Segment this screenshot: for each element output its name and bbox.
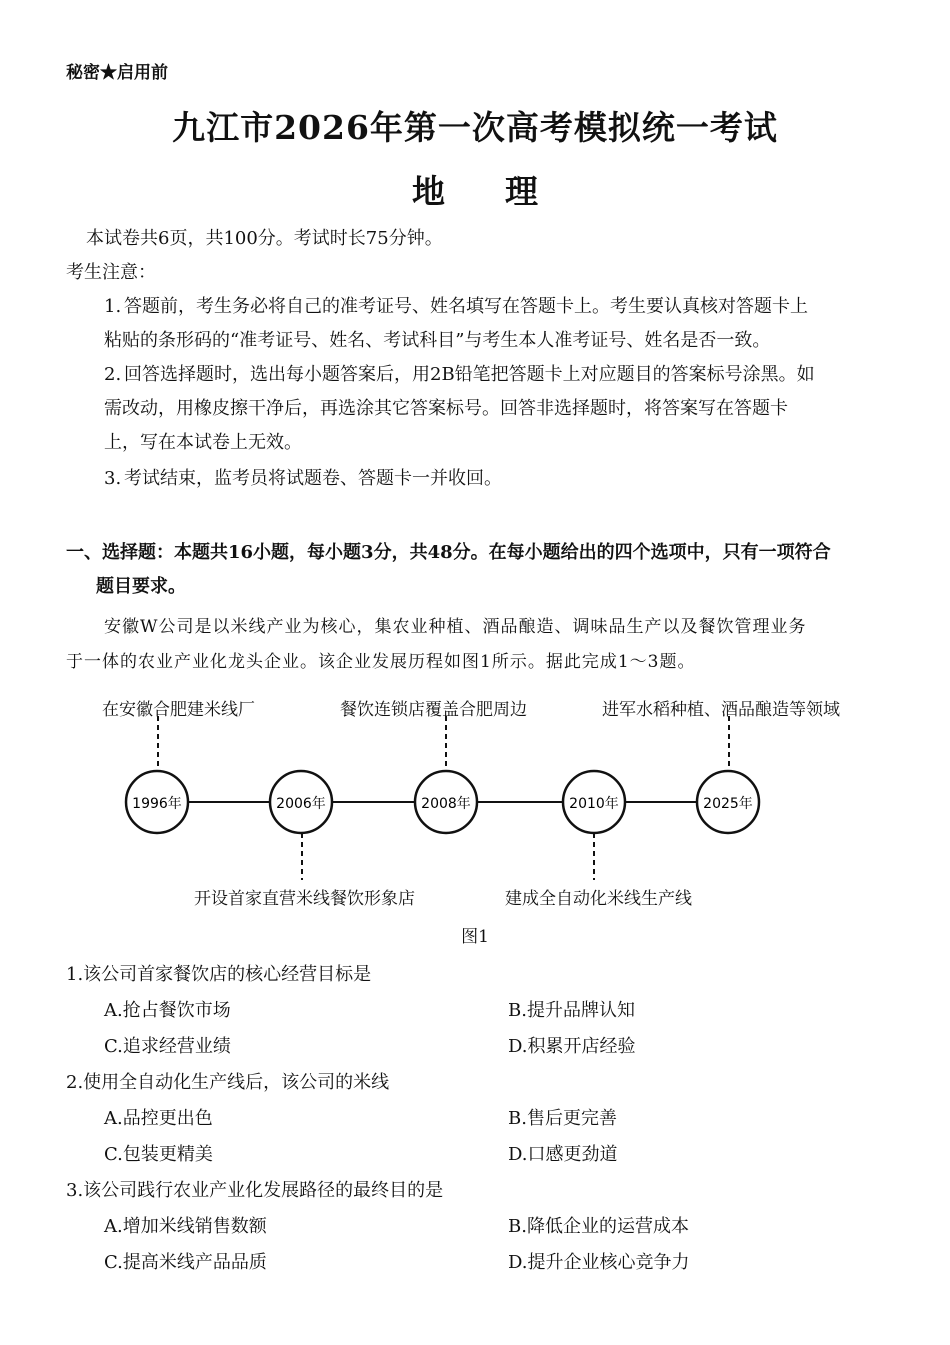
question-3-option-d: D.提升企业核心竞争力 xyxy=(508,1252,690,1273)
question-1-option-d: D.积累开店经验 xyxy=(508,1036,636,1057)
question-2-option-b: B.售后更完善 xyxy=(508,1108,617,1129)
timeline-top-label-2008: 餐饮连锁店覆盖合肥周边 xyxy=(340,700,527,720)
material-paragraph-line2: 于一体的农业产业化龙头企业。该企业发展历程如图1所示。据此完成1～3题。 xyxy=(66,652,696,672)
question-2-option-c: C.包装更精美 xyxy=(104,1144,213,1165)
question-3-option-b: B.降低企业的运营成本 xyxy=(508,1216,689,1237)
node-label-2006: 2006年 xyxy=(276,796,326,812)
timeline-top-label-1996: 在安徽合肥建米线厂 xyxy=(102,700,255,720)
material-paragraph-line1: 安徽W公司是以米线产业为核心，集农业种植、酒品酿造、调味品生产以及餐饮管理业务 xyxy=(104,617,807,637)
exam-title: 九江市2026年第一次高考模拟统一考试 xyxy=(172,108,778,147)
question-1-option-b: B.提升品牌认知 xyxy=(508,1000,635,1021)
question-2-stem: 2.使用全自动化生产线后，该公司的米线 xyxy=(66,1072,390,1093)
figure-caption: 图1 xyxy=(461,927,489,947)
notice-item-3-line1: 考试结束，监考员将试题卷、答题卡一并收回。 xyxy=(124,468,502,489)
question-2-option-d: D.口感更劲道 xyxy=(508,1144,618,1165)
timeline-top-label-2025: 进军水稻种植、酒品酿造等领域 xyxy=(602,700,840,720)
node-label-2025: 2025年 xyxy=(703,796,753,812)
notice-item-1-num: 1. xyxy=(104,296,122,317)
notice-item-2-num: 2. xyxy=(104,364,122,385)
section-heading: 一、选择题：本题共16小题，每小题3分，共48分。在每小题给出的四个选项中，只有一项符合 xyxy=(66,542,831,563)
notice-item-2-line2: 需改动，用橡皮擦干净后，再选涂其它答案标号。回答非选择题时，将答案写在答题卡 xyxy=(104,398,788,419)
timeline-bottom-label-2010: 建成全自动化米线生产线 xyxy=(505,889,692,909)
node-label-2010: 2010年 xyxy=(569,796,619,812)
question-3-option-a: A.增加米线销售数额 xyxy=(104,1216,267,1237)
notice-item-1-line2: 粘贴的条形码的“准考证号、姓名、考试科目”与考生本人准考证号、姓名是否一致。 xyxy=(104,330,771,351)
confidential-mark: 秘密★启用前 xyxy=(66,63,168,83)
question-2-option-a: A.品控更出色 xyxy=(104,1108,213,1129)
exam-intro: 本试卷共6页，共100分。考试时长75分钟。 xyxy=(86,228,443,249)
question-3-option-c: C.提高米线产品品质 xyxy=(104,1252,267,1273)
question-1-stem: 1.该公司首家餐饮店的核心经营目标是 xyxy=(66,964,372,985)
node-label-2008: 2008年 xyxy=(421,796,471,812)
notice-item-3-num: 3. xyxy=(104,468,122,489)
question-1-option-c: C.追求经营业绩 xyxy=(104,1036,231,1057)
notice-item-1-line1: 答题前，考生务必将自己的准考证号、姓名填写在答题卡上。考生要认真核对答题卡上 xyxy=(124,296,808,317)
question-3-stem: 3.该公司践行农业产业化发展路径的最终目的是 xyxy=(66,1180,444,1201)
notice-heading: 考生注意： xyxy=(66,262,156,283)
notice-item-2-line1: 回答选择题时，选出每小题答案后，用2B铅笔把答题卡上对应题目的答案标号涂黑。如 xyxy=(124,364,815,385)
timeline-bottom-label-2006: 开设首家直营米线餐饮形象店 xyxy=(194,889,415,909)
subject-title: 地理 xyxy=(412,172,598,211)
notice-item-2-line3: 上，写在本试卷上无效。 xyxy=(104,432,302,453)
section-heading-cont: 题目要求。 xyxy=(96,576,186,597)
question-1-option-a: A.抢占餐饮市场 xyxy=(104,1000,231,1021)
node-label-1996: 1996年 xyxy=(132,796,182,812)
